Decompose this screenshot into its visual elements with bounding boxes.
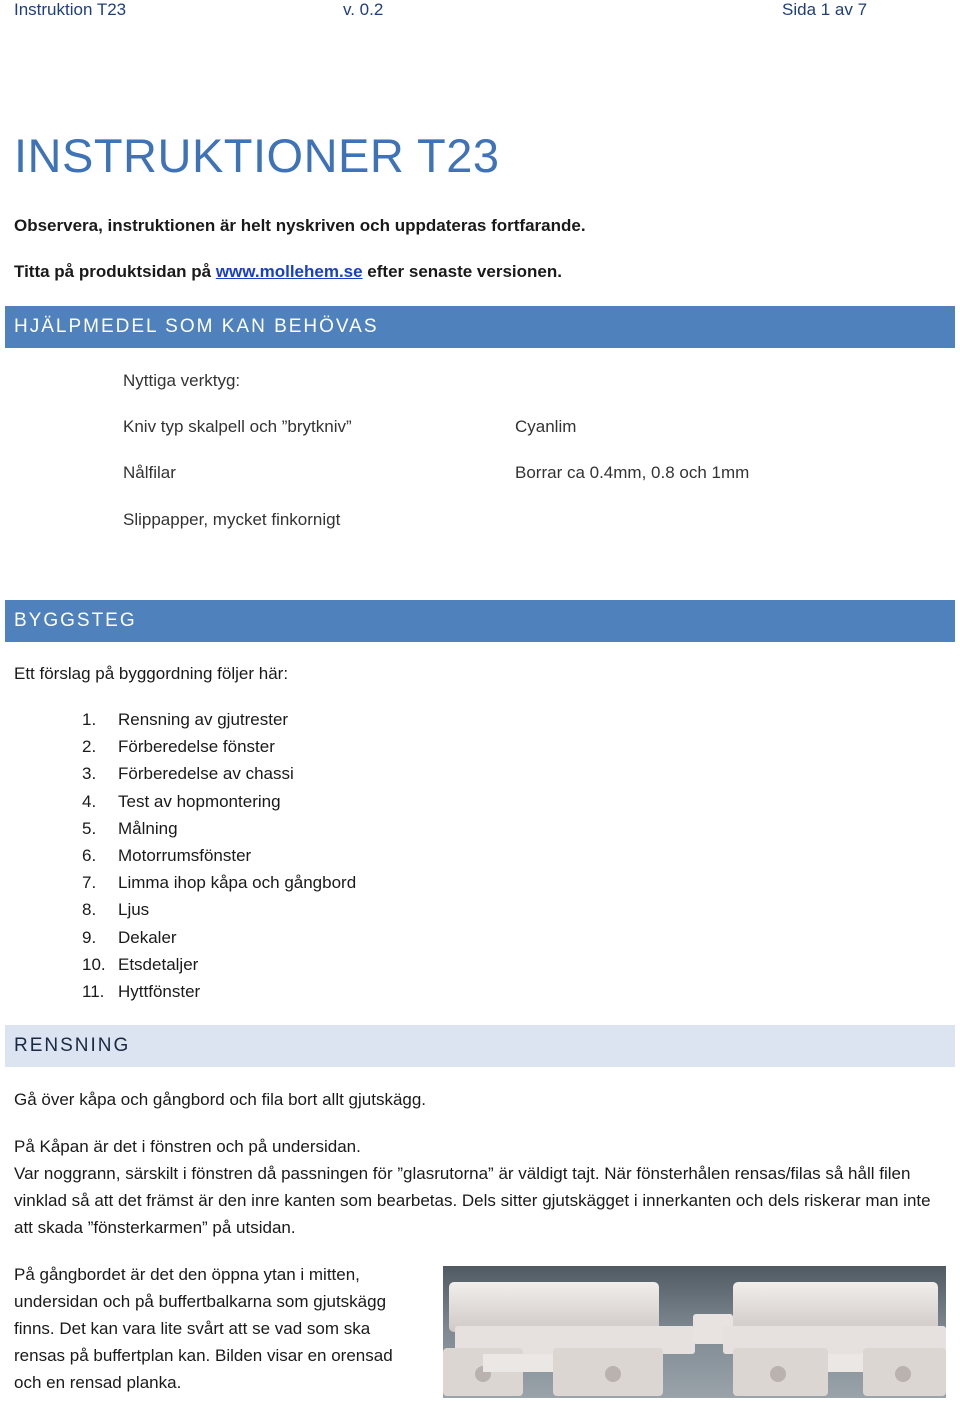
cleaning-paragraph: På Kåpan är det i fönstren och på undersidan. xyxy=(14,1137,361,1156)
page-title: INSTRUKTIONER T23 xyxy=(14,129,500,182)
tool-item: Kniv typ skalpell och ”brytkniv” xyxy=(123,417,352,436)
intro-line-1: Observera, instruktionen är helt nyskriven och uppdateras fortfarande. xyxy=(14,216,586,235)
intro-line-2-prefix: Titta på produktsidan på xyxy=(14,262,216,281)
step-number: 6. xyxy=(82,845,97,865)
tool-item: Borrar ca 0.4mm, 0.8 och 1mm xyxy=(515,463,750,482)
step-number: 11. xyxy=(82,981,105,1001)
list-item xyxy=(82,982,356,1009)
step-number: 8. xyxy=(82,900,97,920)
tool-item: Nålfilar xyxy=(123,463,176,482)
step-label: Etsdetaljer xyxy=(118,954,199,974)
list-item xyxy=(82,873,356,900)
step-label: Dekaler xyxy=(118,927,177,947)
step-number: 4. xyxy=(82,791,97,811)
intro-line-2-suffix: efter senaste versionen. xyxy=(362,262,562,281)
walkway-photo xyxy=(443,1266,946,1398)
step-label: Förberedelse fönster xyxy=(118,737,275,757)
step-label: Ljus xyxy=(118,900,150,920)
product-page-link[interactable]: www.mollehem.se xyxy=(215,262,363,281)
step-number: 2. xyxy=(82,737,97,757)
cleaning-paragraph: Gå över kåpa och gångbord och fila bort allt gjutskägg. xyxy=(14,1090,427,1109)
section-heading-tools: HJÄLPMEDEL SOM KAN BEHÖVAS xyxy=(5,306,955,348)
list-item xyxy=(82,737,356,764)
cleaning-paragraph: På gångbordet är det den öppna ytan i mitten, undersidan och på buffertbalkarna som gjutskägg finns. Det kan vara lite svårt att se vad som ska rensas på buffertplan kan. Bilden visar en orensad och en rensad planka. xyxy=(14,1265,393,1392)
list-item xyxy=(82,846,356,873)
list-item xyxy=(82,955,356,982)
step-number: 3. xyxy=(82,764,97,784)
tools-label: Nyttiga verktyg: xyxy=(123,371,241,390)
list-item xyxy=(82,764,356,791)
step-number: 9. xyxy=(82,927,97,947)
step-label: Förberedelse av chassi xyxy=(118,764,294,784)
step-label: Limma ihop kåpa och gångbord xyxy=(118,873,357,893)
step-label: Motorrumsfönster xyxy=(118,845,252,865)
step-label: Rensning av gjutrester xyxy=(118,710,289,729)
walkway-photo-graphic xyxy=(443,1266,946,1398)
list-item xyxy=(82,819,356,846)
tool-item: Slippapper, mycket finkornigt xyxy=(123,510,341,529)
build-steps-list xyxy=(82,710,356,1009)
step-label: Test av hopmontering xyxy=(118,791,281,811)
section-heading-steps: BYGGSTEG xyxy=(5,600,955,642)
list-item xyxy=(82,928,356,955)
cleaning-paragraph: Var noggrann, särskilt i fönstren då passningen för ”glasrutorna” är väldigt tajt. När fönsterhålen rensas/filas så håll filen vinklad så att det främst är den inre kanten som bearbetas. Dels sitter gjutskägget i innerkanten och dels riskerar man inte att skada ”fönsterkarmen” på utsidan. xyxy=(14,1164,931,1237)
list-item xyxy=(82,710,356,737)
tool-item: Cyanlim xyxy=(515,417,577,436)
section-heading-cleaning: RENSNING xyxy=(5,1025,955,1067)
step-number: 5. xyxy=(82,818,97,838)
step-label: Målning xyxy=(118,818,178,838)
step-label: Hyttfönster xyxy=(118,981,201,1001)
step-number: 7. xyxy=(82,873,97,893)
steps-intro: Ett förslag på byggordning följer här: xyxy=(14,664,289,683)
header-doc-name: Instruktion T23 xyxy=(14,0,127,19)
step-number: 1. xyxy=(82,710,97,729)
list-item xyxy=(82,792,356,819)
intro-line-2 xyxy=(14,262,562,282)
list-item xyxy=(82,900,356,927)
step-number: 10. xyxy=(82,954,106,974)
header-page-number: Sida 1 av 7 xyxy=(782,0,868,19)
header-version: v. 0.2 xyxy=(343,0,384,19)
